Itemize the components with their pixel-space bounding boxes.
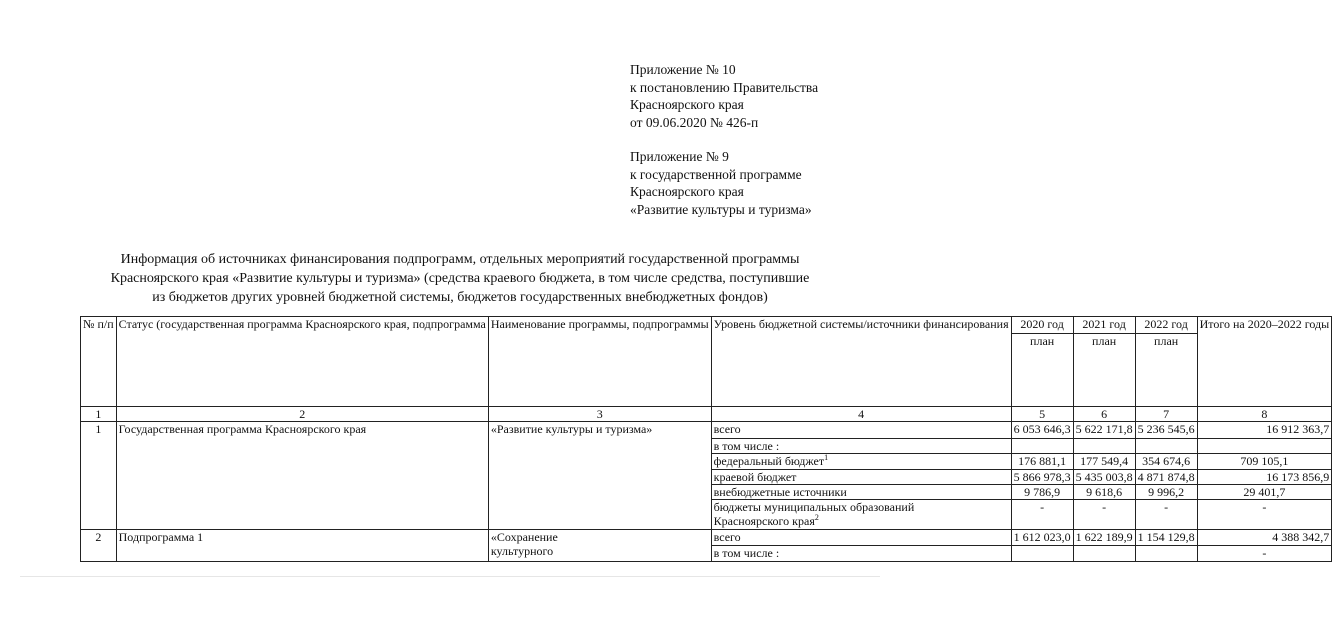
value-2021: - [1073, 500, 1135, 530]
document-title [60, 250, 860, 307]
value-2021 [1073, 546, 1135, 562]
value-total: 16 173 856,9 [1197, 470, 1332, 485]
financing-table [80, 316, 1332, 562]
value-2020 [1011, 546, 1073, 562]
table-row [81, 422, 1332, 439]
program-status: Подпрограмма 1 [116, 530, 488, 562]
value-total: 4 388 342,7 [1197, 530, 1332, 546]
appendix-10-line3: Красноярского края [630, 97, 744, 112]
title-line3: из бюджетов других уровней бюджетной системы, бюджетов государственных внебюджетных фондов) [152, 290, 768, 305]
title-line1: Информация об источниках финансирования подпрограмм, отдельных мероприятий государственной программы [120, 252, 800, 267]
appendix-9-line2: к государственной программе [630, 166, 802, 182]
header-2022-plan: план [1136, 333, 1197, 348]
value-2022: 4 871 874,8 [1135, 470, 1197, 485]
value-2022 [1135, 439, 1197, 454]
value-2020: 9 786,9 [1011, 485, 1073, 500]
value-2021: 5 435 003,8 [1073, 470, 1135, 485]
value-2022: 354 674,6 [1135, 454, 1197, 470]
footnote-mark: 1 [824, 453, 829, 462]
level-cell: внебюджетные источники [711, 485, 1011, 500]
value-total: 709 105,1 [1197, 454, 1332, 470]
header-2021 [1073, 317, 1135, 407]
level-cell: всего [711, 530, 1011, 546]
header-total: Итого на 2020–2022 годы [1197, 317, 1332, 407]
col-number: 7 [1135, 407, 1197, 422]
value-total: - [1197, 500, 1332, 530]
header-2020 [1011, 317, 1073, 407]
col-number: 1 [81, 407, 117, 422]
col-number: 8 [1197, 407, 1332, 422]
value-total [1197, 439, 1332, 454]
level-cell [711, 454, 1011, 470]
col-number: 6 [1073, 407, 1135, 422]
appendix-10-line1: Приложение № 10 [630, 62, 736, 77]
value-total: 29 401,7 [1197, 485, 1332, 500]
value-2022: 5 236 545,6 [1135, 422, 1197, 439]
header-num: № п/п [81, 317, 117, 407]
col-number: 3 [488, 407, 711, 422]
level-cell: в том числе : [711, 439, 1011, 454]
table-header-row [81, 317, 1332, 407]
value-2020: - [1011, 500, 1073, 530]
header-2022 [1135, 317, 1197, 407]
level-text: федеральный бюджет [713, 454, 825, 468]
level-cell: в том числе : [711, 546, 1011, 562]
value-2020: 1 612 023,0 [1011, 530, 1073, 546]
appendix-10-line4: от 09.06.2020 № 426-п [630, 114, 759, 130]
header-2021-plan: план [1074, 333, 1135, 348]
header-2021-year: 2021 год [1082, 317, 1126, 331]
appendix-9-line1: Приложение № 9 [630, 149, 729, 164]
value-2022 [1135, 546, 1197, 562]
appendix-10-line2: к постановлению Правительства [630, 79, 819, 95]
value-2021: 9 618,6 [1073, 485, 1135, 500]
value-total: 16 912 363,7 [1197, 422, 1332, 439]
title-line2: Красноярского края «Развитие культуры и туризма» (средства краевого бюджета, в том числе средства, поступившие [110, 271, 810, 286]
header-status: Статус (государственная программа Красноярского края, подпрограмма [116, 317, 488, 407]
level-cell: краевой бюджет [711, 470, 1011, 485]
column-number-row [81, 407, 1332, 422]
level-text: Красноярского края [713, 514, 815, 528]
header-2020-year: 2020 год [1020, 317, 1064, 331]
program-name-line: культурного [490, 544, 554, 558]
header-name: Наименование программы, подпрограммы [488, 317, 711, 407]
row-num: 1 [81, 422, 117, 530]
value-2021: 177 549,4 [1073, 454, 1135, 470]
value-2021: 1 622 189,9 [1073, 530, 1135, 546]
value-2021: 5 622 171,8 [1073, 422, 1135, 439]
footnote-mark: 2 [814, 513, 819, 522]
header-level: Уровень бюджетной системы/источники финансирования [711, 317, 1011, 407]
value-2022: 1 154 129,8 [1135, 530, 1197, 546]
appendix-10-header [630, 61, 818, 131]
appendix-9-header [630, 148, 812, 218]
row-num: 2 [81, 530, 117, 562]
value-2020: 176 881,1 [1011, 454, 1073, 470]
program-status: Государственная программа Красноярского края [116, 422, 488, 530]
value-2020: 5 866 978,3 [1011, 470, 1073, 485]
value-2020 [1011, 439, 1073, 454]
appendix-9-line4: «Развитие культуры и туризма» [630, 201, 812, 217]
level-text: бюджеты муниципальных образований [713, 500, 915, 514]
appendix-9-line3: Красноярского края [630, 184, 744, 199]
table-row [81, 530, 1332, 546]
level-cell [711, 500, 1011, 530]
col-number: 4 [711, 407, 1011, 422]
value-2021 [1073, 439, 1135, 454]
col-number: 2 [116, 407, 488, 422]
value-2022: 9 996,2 [1135, 485, 1197, 500]
header-2020-plan: план [1012, 333, 1073, 348]
program-name-line: «Сохранение [490, 530, 558, 544]
col-number: 5 [1011, 407, 1073, 422]
program-name [488, 530, 711, 562]
value-2022: - [1135, 500, 1197, 530]
program-name: «Развитие культуры и туризма» [488, 422, 711, 530]
value-2020: 6 053 646,3 [1011, 422, 1073, 439]
level-cell: всего [711, 422, 1011, 439]
value-total: - [1197, 546, 1332, 562]
scan-artifact-line [20, 576, 880, 577]
header-2022-year: 2022 год [1144, 317, 1188, 331]
